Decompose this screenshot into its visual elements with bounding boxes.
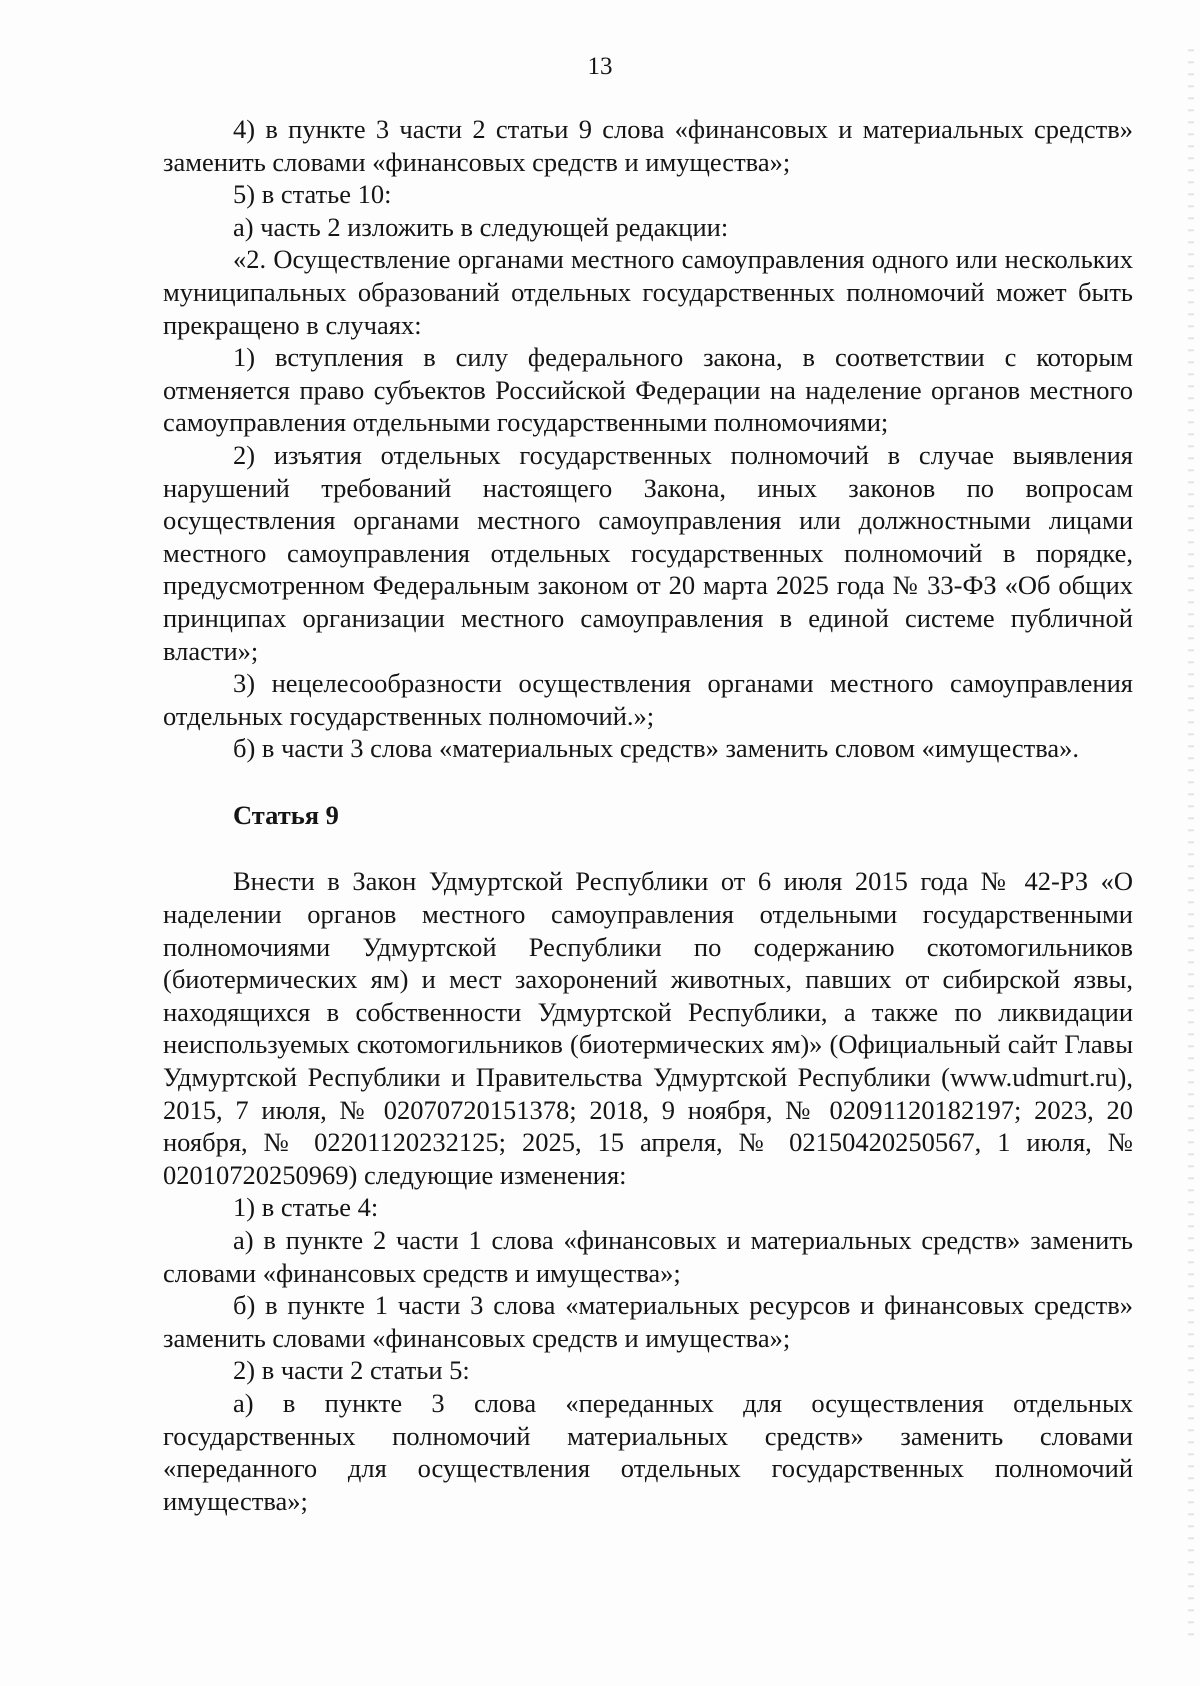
paragraph-item-2-a: а) в пункте 3 слова «переданных для осуществления отдельных государственных полномочий материальных средств» заменить словами «переданного для осуществления отдельных государственных полномочий имущества»; [163, 1387, 1133, 1516]
paragraph-subitem-b: б) в части 3 слова «материальных средств» заменить словом «имущества». [233, 733, 1080, 764]
paragraph-item-5: 5) в статье 10: [233, 179, 392, 210]
scan-edge-artifact [1188, 40, 1194, 1640]
paragraph-article-intro: Внести в Закон Удмуртской Республики от 6 июля 2015 года № 42-РЗ «О наделении органов местного самоуправления отдельными государственными полномочиями Удмуртской Республики по содержанию скотомогильников (биотермических ям) и мест захоронений животных, павших от сибирской язвы, находящихся в собственности Удмуртской Республики, а также по ликвидации неиспользуемых скотомогильников (биотермических ям)» (Официальный сайт Главы Удмуртской Республики и Правительства Удмуртской Республики (www.udmurt.ru), 2015, 7 июля, № 02070720151378; 2018, 9 ноября, № 02091120182197; 2023, 20 ноября, № 02201120232125; 2025, 15 апреля, № 02150420250567, 1 июля, № 02010720250969) следующие изменения: [163, 866, 1133, 1190]
paragraph-item-4: 4) в пункте 3 части 2 статьи 9 слова «финансовых и материальных средств» заменить словами «финансовых средств и имущества»; [163, 114, 1133, 177]
paragraph-case-1: 1) вступления в силу федерального закона, в соответствии с которым отменяется право субъектов Российской Федерации на наделение органов местного самоуправления отдельными государственными полномочиями; [163, 342, 1133, 438]
paragraph-subitem-a: а) часть 2 изложить в следующей редакции: [233, 211, 729, 242]
document-body [163, 113, 1133, 1517]
paragraph-item-1-b: б) в пункте 1 части 3 слова «материальных ресурсов и финансовых средств» заменить словами «финансовых средств и имущества»; [163, 1290, 1133, 1353]
paragraph-item-1-a: а) в пункте 2 части 1 слова «финансовых и материальных средств» заменить словами «финансовых средств и имущества»; [163, 1225, 1133, 1288]
article-heading: Статья 9 [233, 799, 339, 830]
paragraph-item-2: 2) в части 2 статьи 5: [233, 1355, 470, 1386]
paragraph-item-1: 1) в статье 4: [233, 1192, 379, 1223]
paragraph-quoted-part-2: «2. Осуществление органами местного самоуправления одного или нескольких муниципальных образований отдельных государственных полномочий может быть прекращено в случаях: [163, 244, 1133, 340]
page-number: 13 [587, 53, 613, 80]
paragraph-case-2: 2) изъятия отдельных государственных полномочий в случае выявления нарушений требований настоящего Закона, иных законов по вопросам осуществления органами местного самоуправления или должностными лицами местного самоуправления отдельных государственных полномочий в порядке, предусмотренном Федеральным законом от 20 марта 2025 года № 33-ФЗ «Об общих принципах организации местного самоуправления в единой системе публичной власти»; [163, 439, 1133, 666]
paragraph-case-3: 3) нецелесообразности осуществления органами местного самоуправления отдельных государственных полномочий.»; [163, 668, 1133, 731]
